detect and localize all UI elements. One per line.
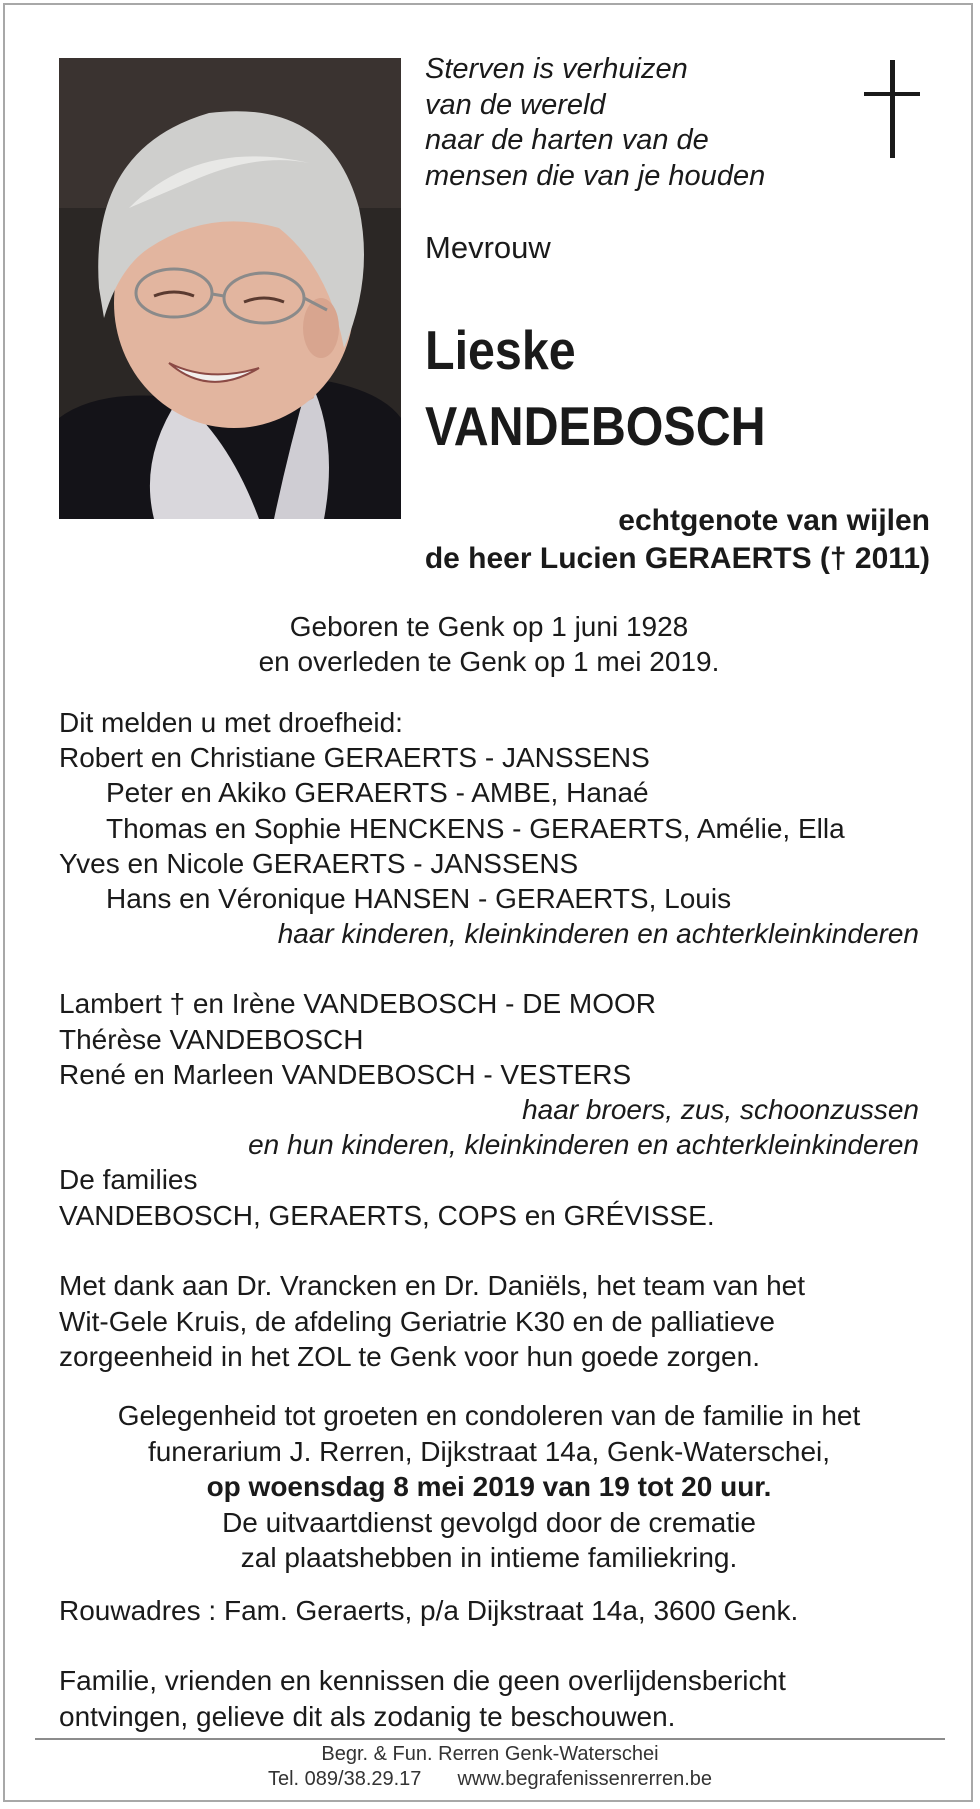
poem-line: naar de harten van de xyxy=(425,124,709,156)
visitation-line: zal plaatshebben in intieme familiekring. xyxy=(240,1542,738,1573)
thanks-paragraph xyxy=(59,1268,929,1375)
spouse-line: de heer Lucien GERAERTS († 2011) xyxy=(424,542,930,575)
deceased-name xyxy=(425,312,766,464)
honorific: Mevrouw xyxy=(425,230,551,265)
families-names: VANDEBOSCH, GERAERTS, COPS en GRÉVISSE. xyxy=(59,1199,715,1231)
closing-line: Familie, vrienden en kennissen die geen overlijdensbericht xyxy=(59,1665,786,1696)
family-member: Thérèse VANDEBOSCH xyxy=(59,1023,364,1055)
family-member: Yves en Nicole GERAERTS - JANSSENS xyxy=(59,847,579,879)
footer-divider xyxy=(35,1738,945,1740)
last-name: VANDEBOSCH xyxy=(425,395,766,457)
visitation-line: De uitvaartdienst gevolgd door de crematie xyxy=(222,1506,756,1538)
family-notice xyxy=(59,705,919,1233)
poem-line: Sterven is verhuizen xyxy=(425,53,688,85)
poem-line: van de wereld xyxy=(425,88,606,121)
first-name: Lieske xyxy=(425,319,576,381)
footer xyxy=(0,1742,980,1792)
footer-website[interactable]: www.begrafenissenrerren.be xyxy=(457,1768,713,1790)
footer-phone: Tel. 089/38.29.17 xyxy=(267,1768,422,1790)
visitation-info xyxy=(59,1398,919,1576)
family-member: Thomas en Sophie HENCKENS - GERAERTS, Amélie, Ella xyxy=(106,812,845,844)
visitation-date: op woensdag 8 mei 2019 van 19 tot 20 uur. xyxy=(206,1471,772,1502)
portrait-photo xyxy=(59,58,401,519)
thanks-line: Wit-Gele Kruis, de afdeling Geriatrie K30 en de palliatieve xyxy=(59,1305,775,1337)
family-member: Hans en Véronique HANSEN - GERAERTS, Louis xyxy=(106,883,732,915)
closing-line: ontvingen, gelieve dit als zodanig te beschouwen. xyxy=(59,1700,676,1732)
mourning-address: Rouwadres : Fam. Geraerts, p/a Dijkstraat 14a, 3600 Genk. xyxy=(59,1595,799,1626)
children-caption: haar kinderen, kleinkinderen en achterkleinkinderen xyxy=(277,918,919,950)
birth-death-dates xyxy=(59,609,919,679)
family-member: Lambert † en Irène VANDEBOSCH - DE MOOR xyxy=(59,988,656,1020)
spouse-line: echtgenote van wijlen xyxy=(618,504,930,537)
birth-line: Geboren te Genk op 1 juni 1928 xyxy=(289,611,689,642)
portrait-illustration xyxy=(59,58,401,519)
spouse-info xyxy=(290,502,930,578)
thanks-line: zorgeenheid in het ZOL te Genk voor hun goede zorgen. xyxy=(59,1341,760,1372)
death-line: en overleden te Genk op 1 mei 2019. xyxy=(258,646,720,677)
closing-paragraph xyxy=(59,1663,929,1734)
notice-intro: Dit melden u met droefheid: xyxy=(59,707,403,738)
family-member: Robert en Christiane GERAERTS - JANSSENS xyxy=(59,742,650,774)
siblings-caption: en hun kinderen, kleinkinderen en achterkleinkinderen xyxy=(248,1129,919,1161)
siblings-caption: haar broers, zus, schoonzussen xyxy=(522,1094,919,1126)
visitation-line: funerarium J. Rerren, Dijkstraat 14a, Genk-Waterschei, xyxy=(147,1435,831,1467)
cross-icon xyxy=(864,60,920,160)
family-member: Peter en Akiko GERAERTS - AMBE, Hanaé xyxy=(106,777,649,809)
visitation-line: Gelegenheid tot groeten en condoleren van de familie in het xyxy=(117,1400,861,1431)
thanks-line: Met dank aan Dr. Vrancken en Dr. Daniëls, het team van het xyxy=(59,1270,806,1301)
family-member: René en Marleen VANDEBOSCH - VESTERS xyxy=(59,1058,632,1090)
funeral-company: Begr. & Fun. Rerren Genk-Waterschei xyxy=(321,1743,659,1765)
poem xyxy=(425,52,845,194)
families-label: De families xyxy=(59,1164,198,1196)
poem-line: mensen die van je houden xyxy=(425,159,766,192)
